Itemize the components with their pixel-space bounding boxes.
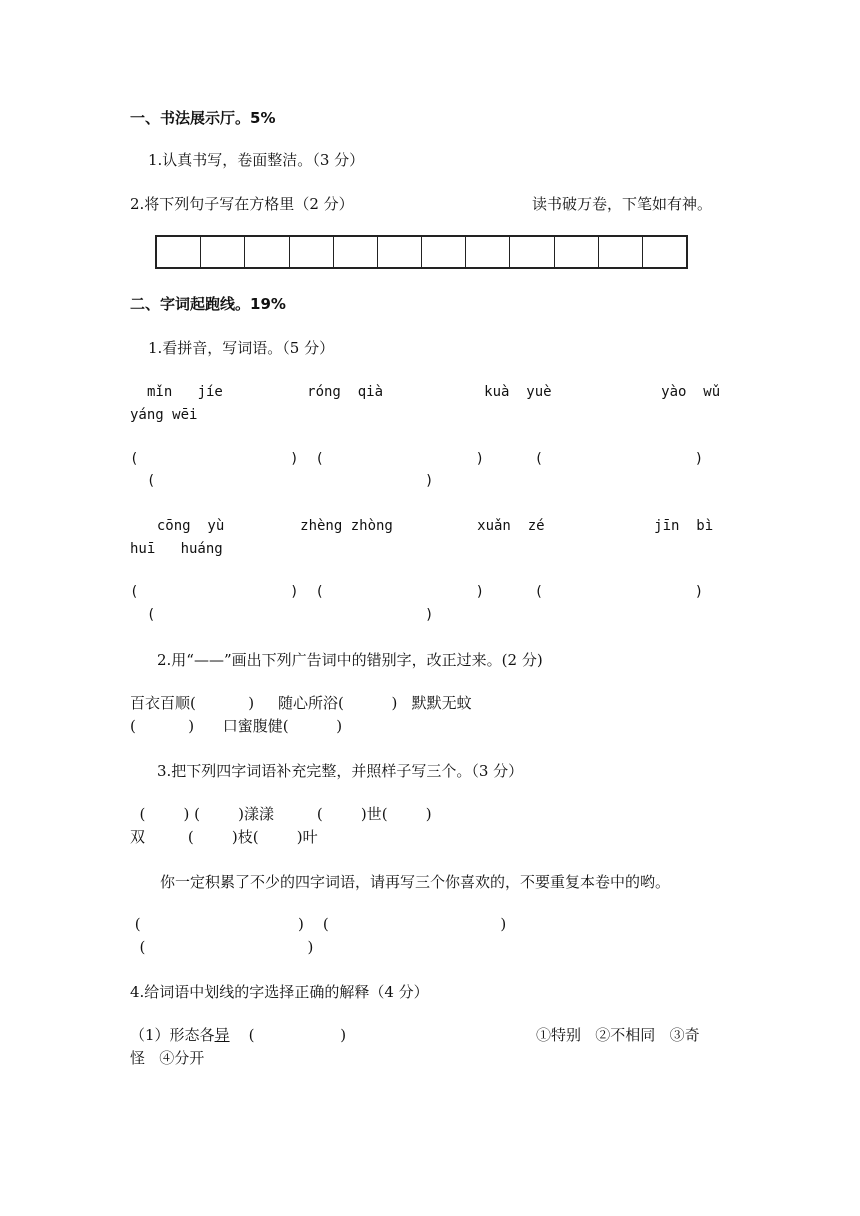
idiom-line-b[interactable]: 双 ( )枝( )叶	[130, 828, 318, 846]
grid-cell[interactable]	[555, 237, 599, 267]
idiom-blanks-a[interactable]: ( ) ( )	[130, 915, 507, 933]
answer-blanks-row-1a[interactable]: ( ) ( ) ( )	[130, 451, 704, 467]
grid-cell[interactable]	[510, 237, 554, 267]
section-1-title: 一、书法展示厅。5%	[130, 109, 276, 127]
typo-line-b[interactable]: ( ) 口蜜腹健( )	[130, 717, 343, 735]
question-1-2-sentence: 读书破万卷，下笔如有神。	[532, 195, 713, 213]
pinyin-row-1a: mǐn jíe róng qià kuà yuè yào wǔ	[147, 384, 721, 400]
grid-cell[interactable]	[643, 237, 686, 267]
typo-line-a[interactable]: 百衣百顺( ) 随心所浴( ) 默默无蚊	[130, 694, 472, 712]
grid-cell[interactable]	[201, 237, 245, 267]
question-2-1-label: 1.看拼音，写词语。（5 分）	[148, 339, 335, 357]
idiom-prompt: 你一定积累了不少的四字词语，请再写三个你喜欢的，不要重复本卷中的哟。	[160, 873, 671, 891]
item-1-blank[interactable]: ( )	[229, 1026, 347, 1044]
question-1-1: 1.认真书写，卷面整洁。（3 分）	[148, 151, 365, 169]
question-2-2-label: 2.用“——”画出下列广告词中的错别字，改正过来。(2 分)	[157, 651, 543, 669]
question-2-3-label: 3.把下列四字词语补充完整，并照样子写三个。（3 分）	[157, 762, 524, 780]
grid-cell[interactable]	[599, 237, 643, 267]
grid-cell[interactable]	[378, 237, 422, 267]
item-1-options-b: 怪 ④分开	[130, 1049, 205, 1067]
grid-cell[interactable]	[245, 237, 289, 267]
meaning-item-1	[130, 1025, 346, 1045]
pinyin-row-2b: huī huáng	[130, 541, 223, 557]
grid-cell[interactable]	[290, 237, 334, 267]
pinyin-row-1b: yáng wēi	[130, 407, 198, 423]
grid-cell[interactable]	[422, 237, 466, 267]
idiom-line-a[interactable]: ( ) ( )漾漾 ( )世( )	[130, 805, 432, 823]
grid-cell[interactable]	[157, 237, 201, 267]
pinyin-row-2a: cōng yù zhèng zhòng xuǎn zé jīn bì	[140, 518, 714, 534]
grid-cell[interactable]	[334, 237, 378, 267]
writing-grid[interactable]	[155, 235, 688, 269]
section-2-title: 二、字词起跑线。19%	[130, 295, 286, 313]
grid-cell[interactable]	[466, 237, 510, 267]
idiom-blanks-b[interactable]: ( )	[130, 938, 314, 956]
question-1-2-label: 2.将下列句子写在方格里（2 分）	[130, 195, 354, 213]
item-1-prefix: （1）形态各	[130, 1026, 215, 1044]
answer-blanks-row-2a[interactable]: ( ) ( ) ( )	[130, 584, 704, 600]
question-2-4-label: 4.给词语中划线的字选择正确的解释（4 分）	[130, 983, 429, 1001]
answer-blanks-row-1b[interactable]: ( )	[130, 473, 434, 489]
item-1-underlined-char: 异	[214, 1026, 230, 1044]
item-1-options-a: ①特别 ②不相同 ③奇	[536, 1026, 700, 1044]
answer-blanks-row-2b[interactable]: ( )	[130, 607, 434, 623]
